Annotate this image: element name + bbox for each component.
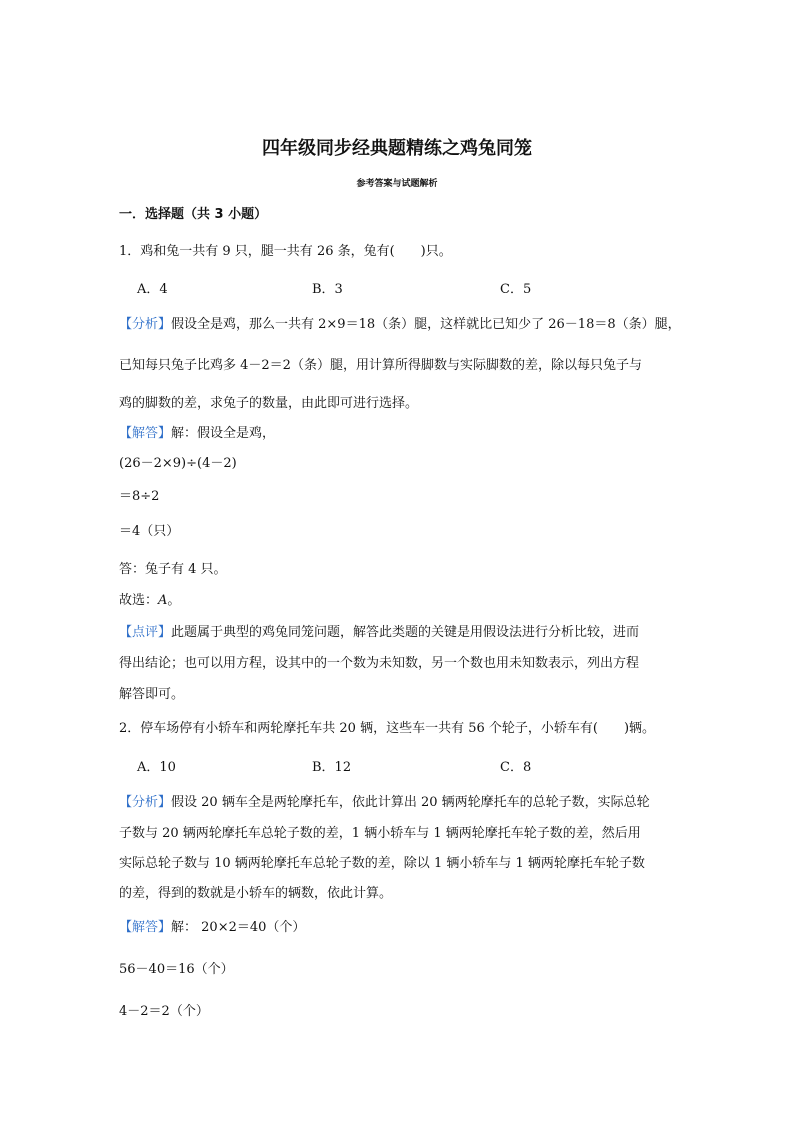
q1-analysis-tag: 【分析】 xyxy=(119,317,172,332)
q2-analysis-line-1 xyxy=(119,795,650,811)
q2-stem: 2．停车场停有小轿车和两轮摩托车共 20 辆，这些车一共有 56 个轮子，小轿车有( )辆。 xyxy=(119,721,656,736)
q1-option-c: C．5 xyxy=(500,282,532,297)
q2-analysis-line-2: 子数与 20 辆两轮摩托车总轮子数的差，1 辆小轿车与 1 辆两轮摩托车轮子数的差，然后用 xyxy=(119,826,641,841)
q1-comment-tag: 【点评】 xyxy=(119,625,172,640)
q2-analysis-tag: 【分析】 xyxy=(119,795,172,810)
q1-step-2: ＝8÷2 xyxy=(119,489,160,504)
q2-analysis-line-4: 的差，得到的数就是小轿车的辆数，依此计算。 xyxy=(119,886,393,901)
q2-option-c: C．8 xyxy=(500,760,532,775)
q1-answer-line xyxy=(119,426,275,442)
q2-answer-line xyxy=(119,920,305,936)
q2-option-a: A．10 xyxy=(137,760,176,775)
document-subtitle: 参考答案与试题解析 xyxy=(356,179,438,189)
q1-conclusion: 答：兔子有 4 只。 xyxy=(119,562,227,577)
q2-option-b: B．12 xyxy=(312,760,352,775)
q1-option-b: B．3 xyxy=(312,282,343,297)
q1-analysis-line-2: 已知每只兔子比鸡多 4－2＝2（条）腿，用计算所得脚数与实际脚数的差，除以每只兔子与 xyxy=(119,358,642,373)
q1-answer-tag: 【解答】 xyxy=(119,426,172,441)
q1-step-3: ＝4（只） xyxy=(119,524,180,539)
q1-step-1: (26－2×9)÷(4－2) xyxy=(119,456,237,471)
q1-comment-line-3: 解答即可。 xyxy=(119,687,185,702)
q2-analysis-line-3: 实际总轮子数与 10 辆两轮摩托车总轮子数的差，除以 1 辆小轿车与 1 辆两轮摩托车轮子数 xyxy=(119,856,645,871)
q2-answer-text: 解： 20×2＝40（个） xyxy=(171,920,306,935)
q1-comment-line-2: 得出结论；也可以用方程，设其中的一个数为未知数，另一个数也用未知数表示，列出方程 xyxy=(119,656,640,671)
q1-comment-line-1 xyxy=(119,625,639,641)
q1-choice xyxy=(119,593,180,609)
q1-stem: 1．鸡和兔一共有 9 只，腿一共有 26 条，兔有( )只。 xyxy=(119,244,452,259)
q1-analysis-text-1: 假设全是鸡，那么一共有 2×9＝18（条）腿，这样就比已知少了 26－18＝8（条）腿， xyxy=(171,317,681,332)
q2-step-1: 56－40＝16（个） xyxy=(119,962,234,977)
section-heading: 一．选择题（共 3 小题） xyxy=(119,207,268,222)
q1-analysis-line-3: 鸡的脚数的差，求兔子的数量，由此即可进行选择。 xyxy=(119,396,419,411)
q1-comment-text-1: 此题属于典型的鸡兔同笼问题，解答此类题的关键是用假设法进行分析比较，进而 xyxy=(171,625,640,640)
q2-analysis-text-1: 假设 20 辆车全是两轮摩托车，依此计算出 20 辆两轮摩托车的总轮子数，实际总轮 xyxy=(171,795,650,810)
document-title: 四年级同步经典题精练之鸡兔同笼 xyxy=(262,138,532,159)
q2-step-2: 4－2＝2（个） xyxy=(119,1004,209,1019)
q1-analysis-line-1 xyxy=(119,317,681,333)
q1-choice-prefix: 故选： xyxy=(119,593,159,608)
q1-option-a: A．4 xyxy=(137,282,168,297)
q2-answer-tag: 【解答】 xyxy=(119,920,172,935)
q1-choice-suffix: 。 xyxy=(167,593,181,608)
q1-answer-text: 解：假设全是鸡， xyxy=(171,426,276,441)
q1-choice-letter: A xyxy=(158,593,168,608)
